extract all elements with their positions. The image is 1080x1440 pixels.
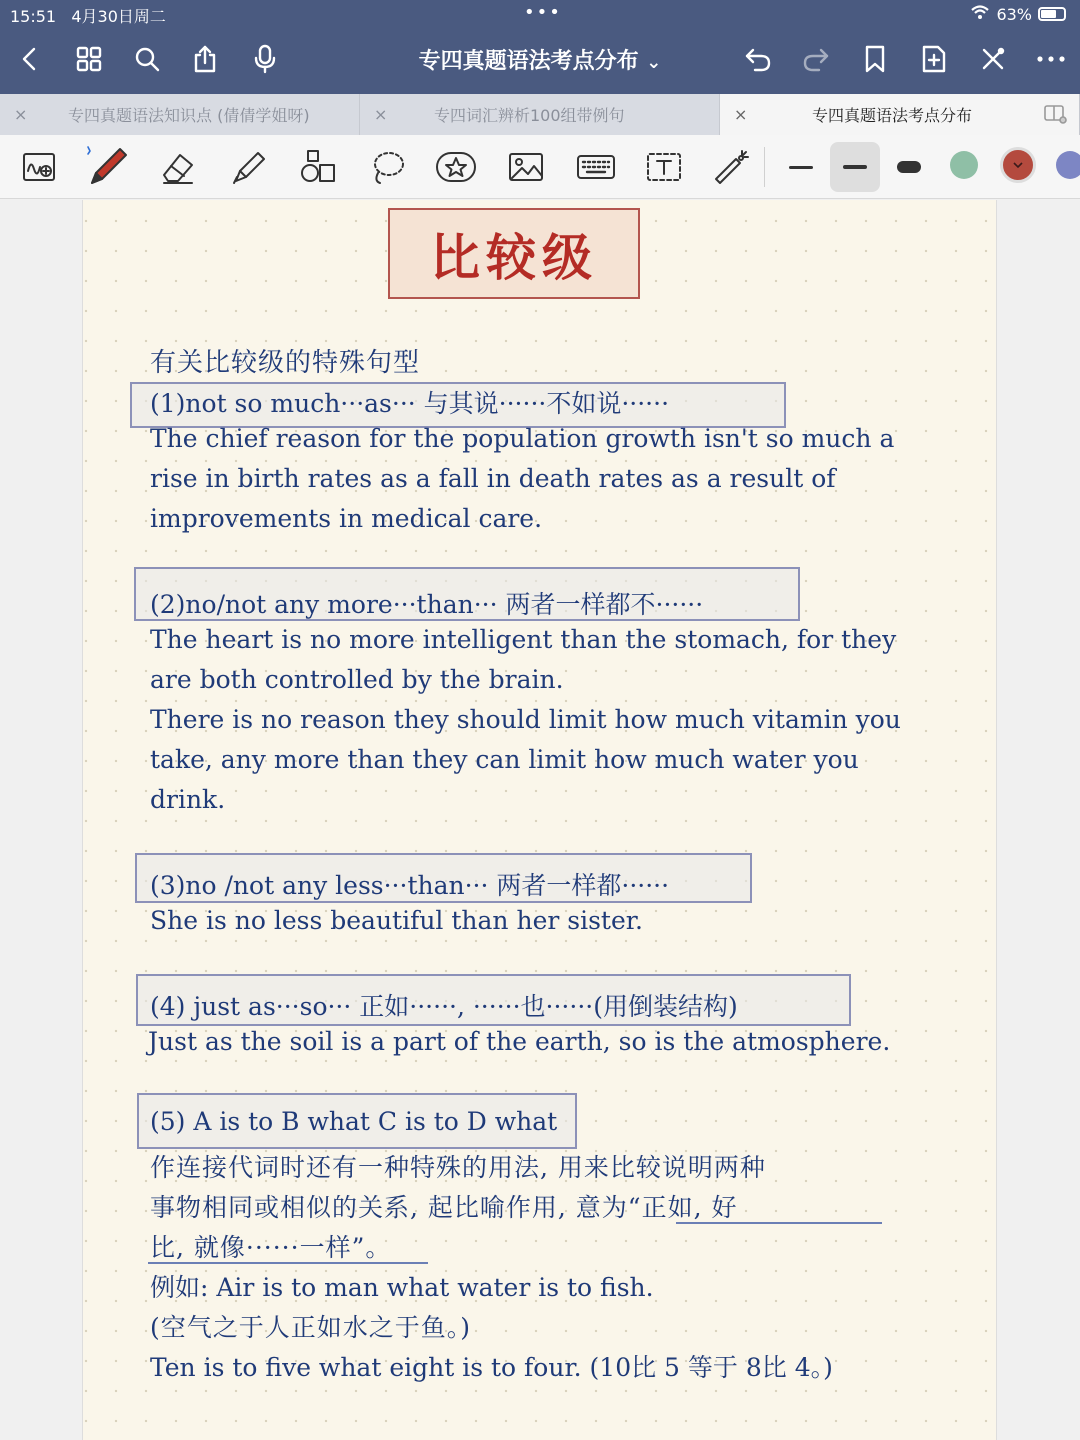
- lasso-icon: [368, 147, 408, 187]
- back-button[interactable]: [14, 40, 44, 78]
- color-swatch-green[interactable]: [950, 151, 978, 179]
- tab-grammar-points[interactable]: [0, 94, 360, 135]
- bookmark-button[interactable]: [858, 40, 892, 78]
- stroke-thin-option[interactable]: [776, 142, 826, 192]
- section-5-line: 例如: Air is to man what water is to fish.: [150, 1273, 654, 1302]
- tab-label: 专四真题语法知识点 (倩倩学姐呀): [68, 106, 310, 125]
- microphone-button[interactable]: [248, 40, 282, 78]
- stroke-medium-option[interactable]: [830, 142, 880, 192]
- handwriting-tool[interactable]: [18, 145, 62, 189]
- subtitle: 有关比较级的特殊句型: [150, 348, 421, 378]
- heading-box: [388, 208, 640, 299]
- eraser-tool[interactable]: [156, 145, 200, 189]
- more-button[interactable]: [1034, 40, 1068, 78]
- drawing-toolbar: [0, 135, 1080, 199]
- status-right: [970, 4, 1066, 24]
- pen-off-icon: [979, 45, 1007, 73]
- thumbnails-button[interactable]: [72, 40, 106, 78]
- more-icon: [1036, 54, 1066, 64]
- redo-icon: [801, 45, 831, 73]
- section-2-line: The heart is no more intelligent than the stomach, for they: [150, 625, 897, 654]
- section-5-line: (空气之于人正如水之于鱼。): [150, 1313, 472, 1342]
- section-5-line: 比, 就像······一样”。: [150, 1233, 392, 1262]
- image-tool[interactable]: [504, 145, 548, 189]
- image-icon: [506, 148, 546, 186]
- tab-grammar-distribution[interactable]: [720, 94, 1080, 135]
- close-icon[interactable]: ×: [734, 105, 748, 124]
- meaning-underline: [676, 1222, 882, 1224]
- shapes-tool[interactable]: [296, 145, 340, 189]
- handwriting-zoom-icon: [22, 151, 58, 183]
- section-4-line: Just as the soil is a part of the earth, so is the atmosphere.: [148, 1027, 891, 1056]
- battery-icon: [1038, 7, 1066, 21]
- color-swatch-blue[interactable]: [1056, 151, 1080, 179]
- document-title[interactable]: 专四真题语法考点分布 ⌄: [418, 49, 662, 74]
- chevron-left-icon: [20, 46, 38, 72]
- keyboard-icon: [575, 150, 617, 184]
- section-1-label: (1)not so much···as··· 与其说······不如说······: [150, 389, 670, 418]
- status-time: 15:51 4月30日周二: [10, 7, 166, 26]
- section-2-line: drink.: [150, 785, 226, 814]
- text-box-tool[interactable]: [642, 145, 686, 189]
- shapes-icon: [298, 147, 338, 187]
- laser-pointer-icon: [712, 147, 752, 187]
- undo-icon: [743, 45, 773, 73]
- chevron-down-icon: ⌄: [646, 52, 662, 73]
- sticker-tool[interactable]: [434, 145, 478, 189]
- star-sticker-icon: [435, 147, 477, 187]
- section-5-line: 作连接代词时还有一种特殊的用法, 用来比较说明两种: [150, 1153, 766, 1182]
- color-swatch-red-selected[interactable]: [1000, 147, 1036, 183]
- search-icon: [133, 45, 161, 73]
- section-1-line: improvements in medical care.: [150, 504, 543, 533]
- section-1-line: The chief reason for the population growth isn't so much a: [150, 424, 895, 453]
- section-3-label: (3)no /not any less···than··· 两者一样都······: [150, 871, 670, 900]
- split-view-icon[interactable]: [1043, 104, 1067, 128]
- tab-label: 专四真题语法考点分布: [812, 106, 973, 125]
- lasso-tool[interactable]: [366, 145, 410, 189]
- section-2-line: are both controlled by the brain.: [150, 665, 564, 694]
- chevron-down-icon: [1013, 161, 1023, 169]
- pen-tool[interactable]: [86, 145, 130, 189]
- share-icon: [191, 44, 219, 74]
- tab-label: 专四词汇辨析100组带例句: [434, 106, 625, 125]
- highlighter-tool[interactable]: [226, 145, 270, 189]
- section-2-line: take, any more than they can limit how much water you: [150, 745, 859, 774]
- battery-percent: 63%: [996, 4, 1032, 24]
- section-3-line: She is no less beautiful than her sister.: [150, 906, 643, 935]
- section-2-line: There is no reason they should limit how much vitamin you: [150, 705, 901, 734]
- section-1-line: rise in birth rates as a fall in death rates as a result of: [150, 464, 836, 493]
- stroke-thick-option[interactable]: [884, 142, 934, 192]
- section-2-label: (2)no/not any more···than··· 两者一样都不······: [150, 590, 704, 619]
- add-page-icon: [920, 44, 948, 74]
- stroke-medium-icon: [843, 165, 867, 169]
- stroke-thick-icon: [897, 161, 921, 173]
- toolbar-divider: [764, 147, 765, 187]
- section-5-line: 事物相同或相似的关系, 起比喻作用, 意为“正如, 好: [150, 1193, 738, 1222]
- pen-icon: [86, 145, 130, 189]
- highlighter-icon: [228, 147, 268, 187]
- section-4-label: (4) just as···so··· 正如······, ······也······(用倒装结构): [150, 992, 738, 1021]
- tab-vocabulary[interactable]: [360, 94, 720, 135]
- microphone-icon: [252, 44, 278, 74]
- keyboard-tool[interactable]: [574, 145, 618, 189]
- wifi-icon: [970, 4, 990, 24]
- close-icon[interactable]: ×: [14, 105, 28, 124]
- top-bar: [0, 0, 1080, 94]
- close-edit-button[interactable]: [976, 40, 1010, 78]
- bookmark-icon: [863, 44, 887, 74]
- share-button[interactable]: [188, 40, 222, 78]
- eraser-icon: [158, 147, 198, 187]
- tab-bar: [0, 94, 1080, 135]
- laser-pointer-tool[interactable]: [710, 145, 754, 189]
- section-5-line: Ten is to five what eight is to four. (10比 5 等于 8比 4。): [150, 1353, 833, 1382]
- redo-button[interactable]: [798, 40, 834, 78]
- search-button[interactable]: [130, 40, 164, 78]
- stroke-thin-icon: [789, 166, 813, 169]
- page-heading: 比较级: [430, 227, 598, 287]
- multitask-dots[interactable]: •••: [524, 2, 562, 23]
- section-5-label: (5) A is to B what C is to D what: [150, 1107, 558, 1136]
- meaning-underline: [148, 1262, 428, 1264]
- add-page-button[interactable]: [916, 40, 952, 78]
- grid-icon: [75, 45, 103, 73]
- text-box-icon: [644, 149, 684, 185]
- close-icon[interactable]: ×: [374, 105, 388, 124]
- undo-button[interactable]: [740, 40, 776, 78]
